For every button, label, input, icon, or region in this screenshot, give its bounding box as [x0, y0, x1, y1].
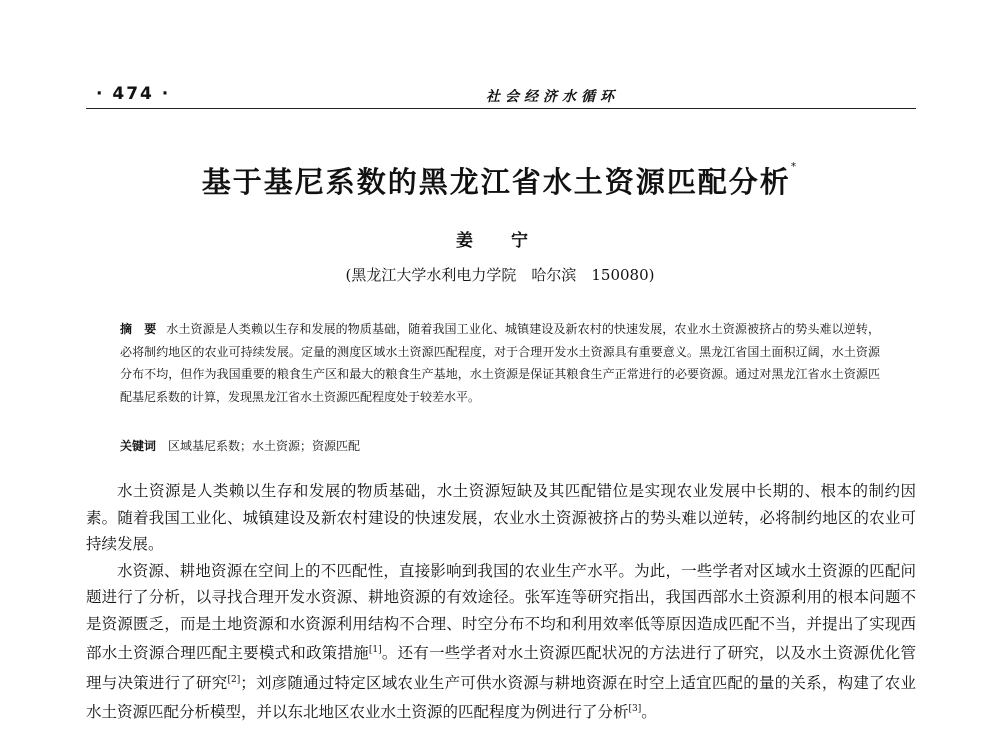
article-title-text: 基于基尼系数的黑龙江省水土资源匹配分析 [201, 165, 791, 199]
citation-2[interactable]: [2] [227, 674, 241, 685]
running-header [86, 82, 916, 109]
abstract [120, 318, 880, 408]
body-paragraph-2 [86, 558, 916, 726]
citation-1[interactable]: [1] [368, 645, 382, 655]
article-title [0, 160, 1000, 201]
keywords-text: 区域基尼系数；水土资源；资源匹配 [168, 439, 361, 453]
page-number: · 474 · [96, 84, 171, 104]
abstract-label: 摘 要 [120, 322, 157, 336]
body-text [86, 478, 916, 726]
keywords-label: 关键词 [120, 439, 157, 453]
citation-3[interactable]: [3] [628, 704, 642, 715]
paragraph-2-text-c: ；刘彦随通过特定区域农业生产可供水资源与耕地资源在时空上适宜匹配的量的关系，构建了农业水土资源匹配分析模型，并以东北地区农业水土资源的匹配程度为例进行了分析 [86, 673, 916, 722]
author-affiliation: (黑龙江大学水利电力学院 哈尔滨 150080) [345, 266, 655, 284]
paragraph-2-text-d: 。 [641, 703, 657, 722]
paragraph-2-text-a: 水资源、耕地资源在空间上的不匹配性，直接影响到我国的农业生产水平。为此，一些学者对区域水土资源的匹配问题进行了分析，以寻找合理开发水资源、耕地资源的有效途径。张军连等研究指出，我国西部水土资源利用的根本问题不是资源匮乏，而是土地资源和水资源利用结构不合理、时空分布不均和利用效率低等原因造成匹配不当，并提出了实现西部水土资源合理匹配主要模式和政策措施 [86, 561, 916, 663]
keywords [120, 436, 880, 456]
body-paragraph-1: 水土资源是人类赖以生存和发展的物质基础，水土资源短缺及其匹配错位是实现农业发展中长期的、根本的制约因素。随着我国工业化、城镇建设及新农村建设的快速发展，农业水土资源被挤占的势头难以逆转，必将制约地区的农业可持续发展。 [86, 482, 916, 553]
abstract-text: 水土资源是人类赖以生存和发展的物质基础，随着我国工业化、城镇建设及新农村的快速发展，农业水土资源被挤占的势头难以逆转，必将制约地区的农业可持续发展。定量的测度区域水土资源匹配程度，对于合理开发水土资源具有重要意义。黑龙江省国土面积辽阔，水土资源分布不均，但作为我国重要的粮食生产区和最大的粮食生产基地，水土资源是保证其粮食生产正常进行的必要资源。通过对黑龙江省水土资源匹配基尼系数的计算，发现黑龙江省水土资源匹配程度处于较差水平。 [120, 322, 880, 404]
title-footnote-mark: * [790, 160, 799, 173]
journal-section-title: 社会经济水循环 [486, 89, 619, 105]
paragraph-2-text-b: 。还有一些学者对水土资源匹配状况的方法进行了研究，以及水土资源优化管理与决策进行了研究 [86, 644, 916, 692]
author-name: 姜 宁 [456, 231, 544, 251]
